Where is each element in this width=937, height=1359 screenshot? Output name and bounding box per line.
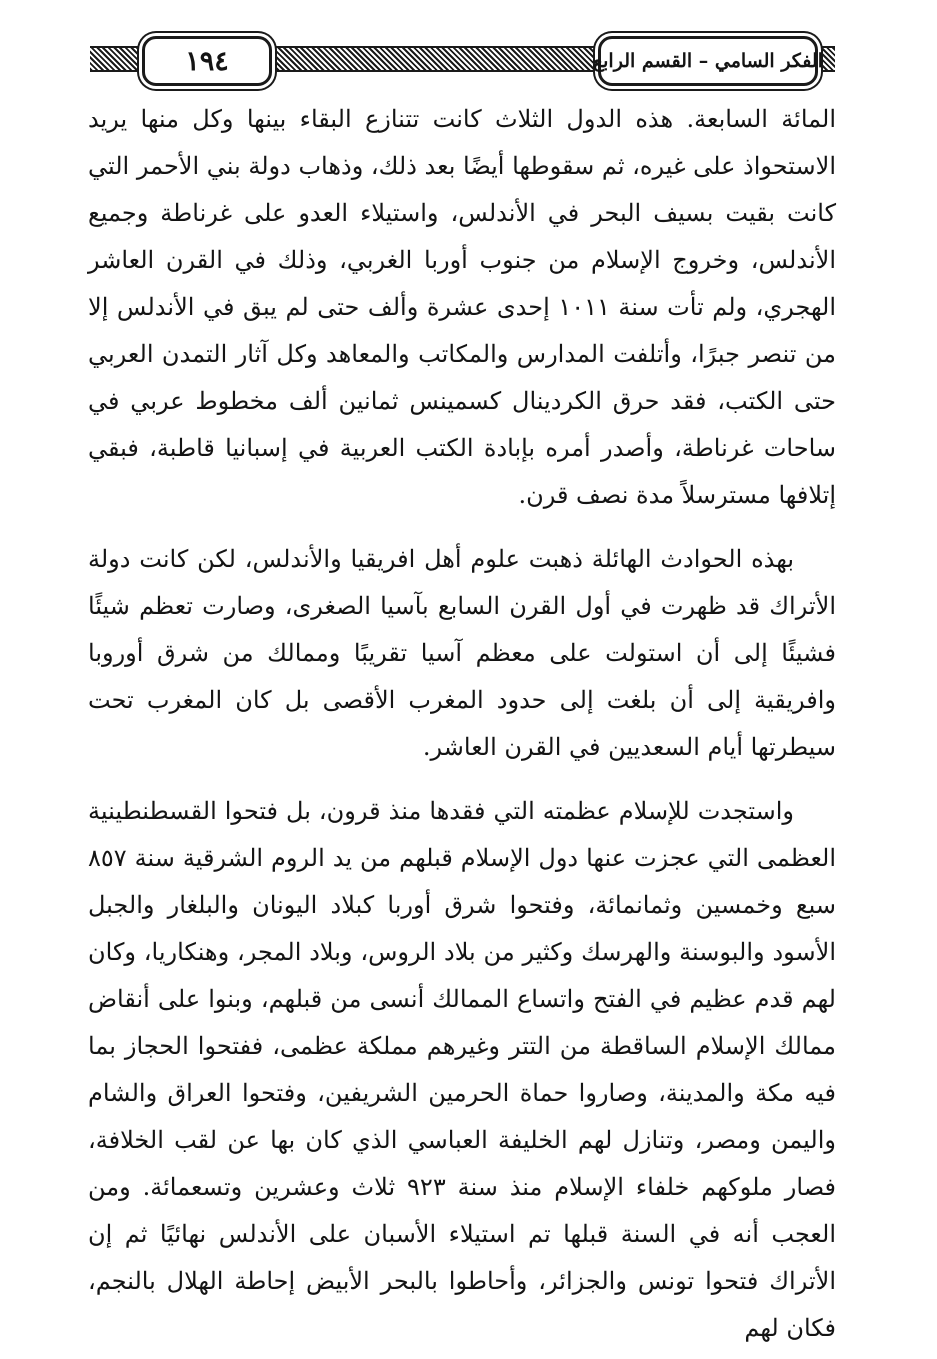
page-number: ١٩٤ [185, 45, 229, 77]
running-title-box [593, 36, 823, 86]
page-header [90, 30, 835, 88]
running-title: الفكر السامي – القسم الرابع [593, 50, 823, 72]
paragraph: واستجدت للإسلام عظمته التي فقدها منذ قرون، بل فتحوا القسطنطينية العظمى التي عجزت عنها دول الإسلام قبلهم من يد الروم الشرقية سنة ٨٥٧ سبع وخمسين وثمانمائة، وفتحوا شرق أوربا كبلاد اليونان والبلغار والجبل الأسود والبوسنة والهرسك وكثير من بلاد الروس، وبلاد المجر، وهنكاريا، وكان لهم قدم عظيم في الفتح واتساع الممالك أنسى من قبلهم، وبنوا على أنقاض ممالك الإسلام الساقطة من التتر وغيرهم مملكة عظمى، ففتحوا الحجاز بما فيه مكة والمدينة، وصاروا حماة الحرمين الشريفين، وفتحوا العراق والشام واليمن ومصر، وتنازل لهم الخليفة العباسي الذي كان بها عن لقب الخلافة، فصار ملوكهم خلفاء الإسلام منذ سنة ٩٢٣ ثلاث وعشرين وتسعمائة. ومن العجب أنه في السنة قبلها تم استيلاء الأسبان على الأندلس نهائيًا ثم إن الأتراك فتحوا تونس والجزائر، وأحاطوا بالبحر الأبيض إحاطة الهلال بالنجم، فكان لهم [88, 797, 836, 1342]
paragraph: المائة السابعة. هذه الدول الثلاث كانت تتنازع البقاء بينها وكل منها يريد الاستحواذ على غيره، ثم سقوطها أيضًا بعد ذلك، وذهاب دولة بني الأحمر التي كانت بقيت بسيف البحر في الأندلس، واستيلاء العدو على غرناطة وجميع الأندلس، وخروج الإسلام من جنوب أوربا الغربي، وذلك في القرن العاشر الهجري، ولم تأت سنة ١٠١١ إحدى عشرة وألف حتى لم يبق في الأندلس إلا من تنصر جبرًا، وأتلفت المدارس والمكاتب والمعاهد وكل آثار التمدن العربي حتى الكتب، فقد حرق الكردينال كسمينس ثمانين ألف مخطوط عربي في ساحات غرناطة، وأصدر أمره بإبادة الكتب العربية في إسبانيا قاطبة، فبقي إتلافها مسترسلاً مدة نصف قرن. [88, 105, 836, 509]
page-number-box [142, 36, 272, 86]
paragraph: بهذه الحوادث الهائلة ذهبت علوم أهل افريقيا والأندلس، لكن كانت دولة الأتراك قد ظهرت في أول القرن السابع بآسيا الصغرى، وصارت تعظم شيئًا فشيئًا إلى أن استولت على معظم آسيا تقريبًا وممالك من شرق أوروبا وافريقية إلى أن بلغت إلى حدود المغرب الأقصى بل كان المغرب تحت سيطرتها أيام السعديين في القرن العاشر. [88, 545, 836, 761]
body-text [88, 96, 836, 1352]
